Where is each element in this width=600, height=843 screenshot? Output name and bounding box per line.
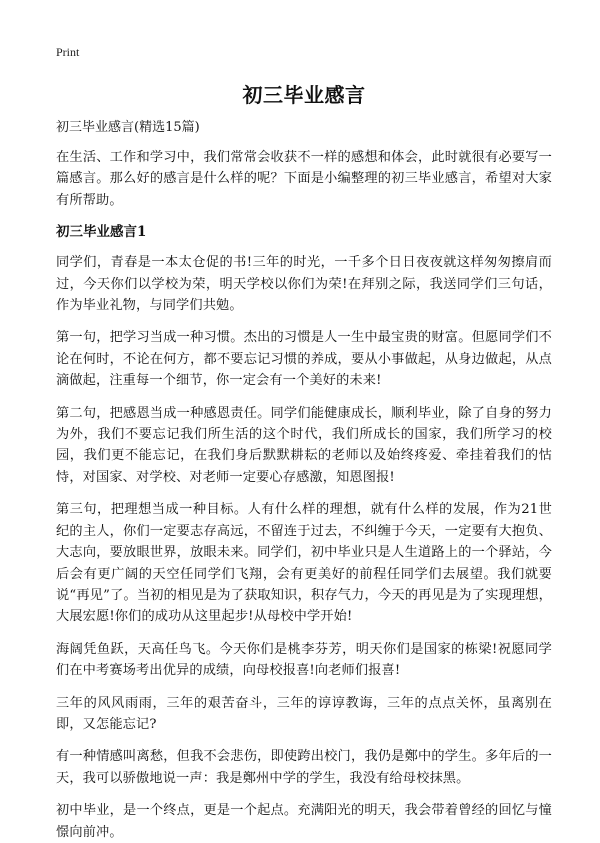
body-paragraph-4: 第三句，把理想当成一种目标。人有什么样的理想，就有什么样的发展，作为21世纪的主人，你们一定要志存高远，不留连于过去，不纠缠于今天，一定要有大抱负、大志向，要放眼世界，放眼未来。同学们，初中毕业只是人生道路上的一个驿站，今后会有更广阔的天空任同学们飞翔，会有更美好的前程任同学们去展望。我们就要说“再见”了。当初的相见是为了获取知识，积存气力，今天的再见是为了实现理想，大展宏愿!你们的成功从这里起步!从母校中学开始! — [56, 502, 552, 625]
document-subtitle: 初三毕业感言(精选15篇) — [56, 120, 200, 135]
body-paragraph-6: 三年的风风雨雨，三年的艰苦奋斗，三年的谆谆教诲，三年的点点关怀，虽离别在即，又怎能忘记? — [56, 695, 552, 732]
body-paragraph-3: 第二句，把感恩当成一种感恩责任。同学们能健康成长，顺利毕业，除了自身的努力为外，我们不要忘记我们所生活的这个时代，我们所成长的国家，我们所学习的校园，我们更不能忘记，在我们身后默默耕耘的老师以及始终疼爱、牵挂着我们的怙恃，对国家、对学校、对老师一定要心存感激，知恩图报! — [56, 405, 552, 485]
intro-paragraph: 在生活、工作和学习中，我们常常会收获不一样的感想和体会，此时就很有必要写一篇感言。那么好的感言是什么样的呢？下面是小编整理的初三毕业感言，希望对大家有所帮助。 — [56, 150, 552, 208]
body-paragraph-5: 海阔凭鱼跃，天高任鸟飞。今天你们是桃李芬芳，明天你们是国家的栋梁!祝愿同学们在中考赛场考出优异的成绩，向母校报喜!向老师们报喜! — [56, 641, 552, 679]
print-label: Print — [56, 45, 80, 59]
body-paragraph-1: 同学们，青春是一本太仓促的书!三年的时光，一千多个日日夜夜就这样匆匆擦肩而过，今天你们以学校为荣，明天学校以你们为荣!在拜别之际，我送同学们三句话，作为毕业礼物，与同学们共勉。 — [56, 255, 552, 314]
section-heading: 初三毕业感言1 — [56, 224, 147, 241]
document-title: 初三毕业感言 — [242, 83, 366, 107]
body-paragraph-2: 第一句，把学习当成一种习惯。杰出的习惯是人一生中最宝贵的财富。但愿同学们不论在何时，不论在何方，都不要忘记习惯的养成，要从小事做起，从身边做起，从点滴做起，注重每一个细节，你一定会有一个美好的未来! — [56, 330, 552, 389]
body-paragraph-8: 初中毕业，是一个终点，更是一个起点。充满阳光的明天，我会带着曾经的回忆与憧憬向前冲。 — [56, 803, 552, 840]
body-paragraph-7: 有一种情感叫离愁，但我不会悲伤，即使跨出校门，我仍是鄭中的学生。多年后的一天，我可以骄傲地说一声：我是鄭州中学的学生，我没有给母校抹黑。 — [56, 749, 552, 786]
